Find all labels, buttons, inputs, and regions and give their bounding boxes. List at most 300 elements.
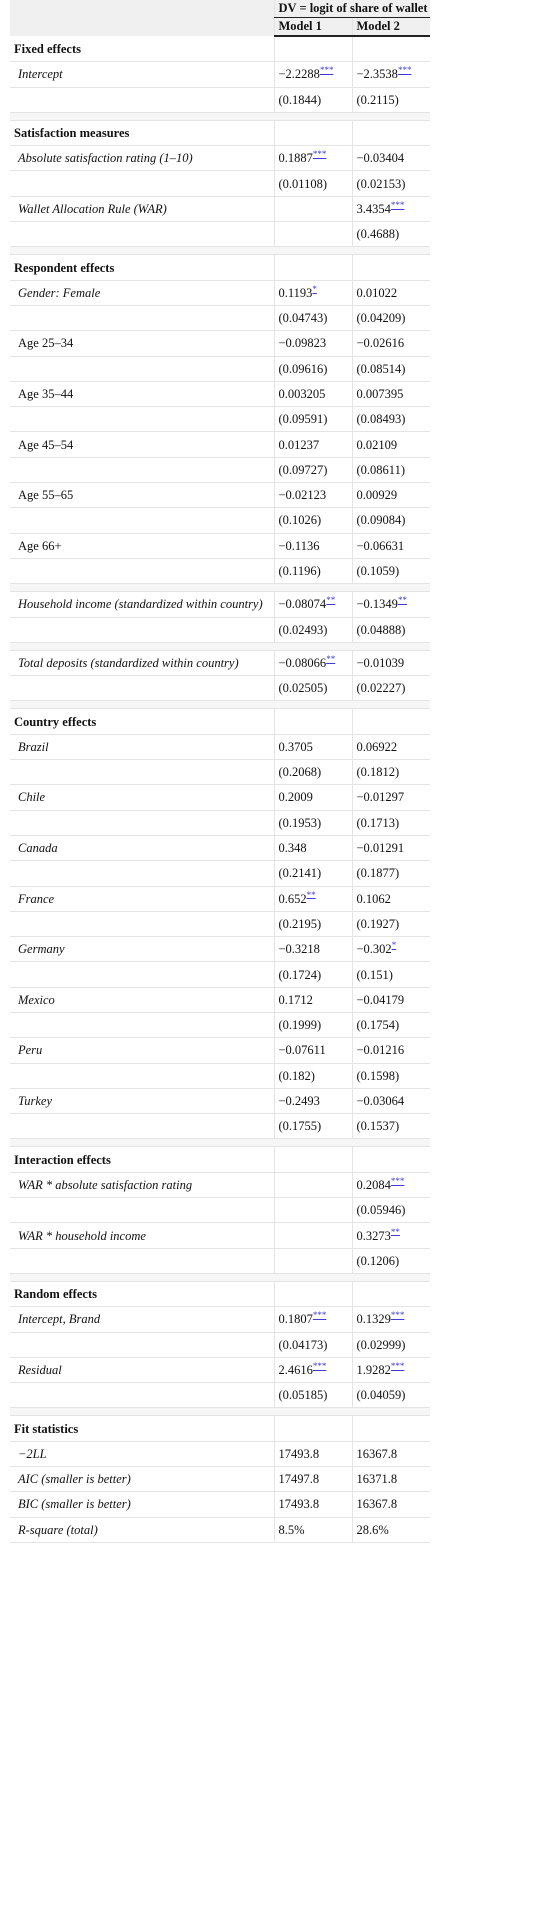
coefficient-value: 2.4616 bbox=[278, 1362, 313, 1377]
coefficient-value: −0.2493 bbox=[278, 1094, 320, 1109]
empty-label-cell bbox=[10, 407, 274, 432]
standard-error-row bbox=[10, 1012, 430, 1037]
significance-marker: ** bbox=[306, 889, 316, 900]
model-1-coefficient bbox=[274, 1357, 352, 1382]
model-1-coefficient bbox=[274, 146, 352, 171]
model-2-coefficient bbox=[352, 1038, 430, 1063]
significance-marker: *** bbox=[390, 1310, 405, 1321]
empty-label-cell bbox=[10, 508, 274, 533]
coefficient-row bbox=[10, 1088, 430, 1113]
coefficient-value: 0.06922 bbox=[356, 739, 398, 754]
model-1-standard-error bbox=[274, 911, 352, 936]
variable-label: Absolute satisfaction rating (1–10) bbox=[10, 146, 274, 171]
model-2-coefficient bbox=[352, 432, 430, 457]
standard-error-value: (0.2195) bbox=[278, 916, 322, 931]
gap-cell bbox=[10, 584, 430, 592]
standard-error-row bbox=[10, 1198, 430, 1223]
empty-label-cell bbox=[10, 222, 274, 247]
standard-error-value: (0.08493) bbox=[356, 412, 406, 427]
model-2-standard-error bbox=[352, 760, 430, 785]
section-gap bbox=[10, 642, 430, 650]
empty-label-cell bbox=[10, 1063, 274, 1088]
variable-label: Intercept, Brand bbox=[10, 1307, 274, 1332]
model-2-standard-error bbox=[352, 457, 430, 482]
significance-marker: *** bbox=[390, 199, 405, 210]
model-2-coefficient bbox=[352, 381, 430, 406]
variable-label: Household income (standardized within country) bbox=[10, 592, 274, 617]
model-1-coefficient bbox=[274, 734, 352, 759]
model-1-standard-error bbox=[274, 407, 352, 432]
empty-label-cell bbox=[10, 457, 274, 482]
fit-statistic-label: −2LL bbox=[10, 1441, 274, 1466]
coefficient-value: 1.9282 bbox=[356, 1362, 391, 1377]
section-header-row bbox=[10, 36, 430, 62]
standard-error-row bbox=[10, 810, 430, 835]
model-2-coefficient bbox=[352, 886, 430, 911]
model-2-standard-error bbox=[352, 87, 430, 112]
fit-statistic-row bbox=[10, 1492, 430, 1517]
coefficient-value: 0.2009 bbox=[278, 790, 313, 805]
model-2-coefficient bbox=[352, 592, 430, 617]
standard-error-value: (0.1724) bbox=[278, 967, 322, 982]
coefficient-value: 0.01022 bbox=[356, 285, 398, 300]
section-header-row bbox=[10, 1416, 430, 1441]
coefficient-value: −0.01291 bbox=[356, 841, 405, 856]
standard-error-value: (0.04209) bbox=[356, 311, 406, 326]
header-empty-cell bbox=[10, 0, 274, 18]
coefficient-value: 0.1193 bbox=[278, 285, 313, 300]
empty-label-cell bbox=[10, 861, 274, 886]
empty-label-cell bbox=[10, 617, 274, 642]
dv-label: DV = logit of share of wallet bbox=[274, 0, 430, 18]
model-2-standard-error bbox=[352, 508, 430, 533]
standard-error-row bbox=[10, 457, 430, 482]
model-2-standard-error bbox=[352, 962, 430, 987]
empty-label-cell bbox=[10, 558, 274, 583]
empty-label-cell bbox=[10, 171, 274, 196]
coefficient-row bbox=[10, 533, 430, 558]
coefficient-value: 0.02109 bbox=[356, 437, 398, 452]
standard-error-value: (0.182) bbox=[278, 1068, 315, 1083]
model-2-standard-error bbox=[352, 1012, 430, 1037]
variable-label: Gender: Female bbox=[10, 280, 274, 305]
coefficient-row bbox=[10, 280, 430, 305]
significance-marker: *** bbox=[319, 65, 334, 76]
standard-error-value: (0.2141) bbox=[278, 866, 322, 881]
coefficient-row bbox=[10, 146, 430, 171]
model-1-standard-error bbox=[274, 1063, 352, 1088]
model-2-standard-error bbox=[352, 1114, 430, 1139]
model-2-coefficient bbox=[352, 1223, 430, 1248]
empty-cell bbox=[274, 255, 352, 280]
empty-label-cell bbox=[10, 1114, 274, 1139]
model-1-standard-error bbox=[274, 356, 352, 381]
gap-cell bbox=[10, 247, 430, 255]
coefficient-row bbox=[10, 886, 430, 911]
table-header-row bbox=[10, 0, 430, 18]
model-1-fit-value: 8.5% bbox=[274, 1517, 352, 1542]
model-1-standard-error bbox=[274, 1198, 352, 1223]
model-2-coefficient bbox=[352, 1088, 430, 1113]
model-2-coefficient bbox=[352, 650, 430, 675]
variable-label: Age 66+ bbox=[10, 533, 274, 558]
coefficient-value: 0.3273 bbox=[356, 1228, 391, 1243]
coefficient-row bbox=[10, 785, 430, 810]
section-gap bbox=[10, 1139, 430, 1147]
standard-error-value: (0.09616) bbox=[278, 361, 328, 376]
empty-cell bbox=[352, 120, 430, 145]
empty-label-cell bbox=[10, 1012, 274, 1037]
significance-marker: ** bbox=[326, 595, 336, 606]
model-2-standard-error bbox=[352, 911, 430, 936]
fit-statistic-row bbox=[10, 1517, 430, 1542]
model-1-standard-error bbox=[274, 810, 352, 835]
empty-cell bbox=[352, 709, 430, 734]
standard-error-value: (0.2115) bbox=[356, 92, 399, 107]
variable-label: Age 55–65 bbox=[10, 483, 274, 508]
coefficient-row bbox=[10, 1038, 430, 1063]
coefficient-value: 0.1807 bbox=[278, 1312, 313, 1327]
variable-label: WAR * absolute satisfaction rating bbox=[10, 1172, 274, 1197]
standard-error-row bbox=[10, 171, 430, 196]
model-1-coefficient bbox=[274, 1172, 352, 1197]
standard-error-value: (0.4688) bbox=[356, 227, 400, 242]
model-2-coefficient bbox=[352, 937, 430, 962]
coefficient-row bbox=[10, 432, 430, 457]
standard-error-value: (0.1196) bbox=[278, 564, 321, 579]
standard-error-value: (0.1754) bbox=[356, 1018, 400, 1033]
standard-error-value: (0.1844) bbox=[278, 92, 322, 107]
section-title: Fixed effects bbox=[10, 36, 274, 62]
standard-error-row bbox=[10, 760, 430, 785]
coefficient-row bbox=[10, 650, 430, 675]
coefficient-value: −2.3538 bbox=[356, 67, 398, 82]
model-1-standard-error bbox=[274, 558, 352, 583]
fit-statistic-row bbox=[10, 1467, 430, 1492]
coefficient-value: −0.06631 bbox=[356, 538, 405, 553]
coefficient-value: −0.08066 bbox=[278, 655, 327, 670]
standard-error-value: (0.1537) bbox=[356, 1119, 400, 1134]
model-1-coefficient bbox=[274, 1223, 352, 1248]
standard-error-value: (0.2068) bbox=[278, 765, 322, 780]
gap-cell bbox=[10, 1408, 430, 1416]
coefficient-row bbox=[10, 1357, 430, 1382]
variable-label: Mexico bbox=[10, 987, 274, 1012]
model-1-standard-error bbox=[274, 1248, 352, 1273]
model-2-standard-error bbox=[352, 1332, 430, 1357]
empty-label-cell bbox=[10, 1248, 274, 1273]
section-title: Fit statistics bbox=[10, 1416, 274, 1441]
model-1-standard-error bbox=[274, 861, 352, 886]
section-gap bbox=[10, 112, 430, 120]
model-2-coefficient bbox=[352, 734, 430, 759]
standard-error-value: (0.09591) bbox=[278, 412, 328, 427]
coefficient-value: 0.1329 bbox=[356, 1312, 391, 1327]
coefficient-value: −0.01297 bbox=[356, 790, 405, 805]
coefficient-row bbox=[10, 62, 430, 87]
significance-marker: * bbox=[391, 940, 397, 951]
standard-error-row bbox=[10, 305, 430, 330]
model-1-fit-value: 17497.8 bbox=[274, 1467, 352, 1492]
empty-label-cell bbox=[10, 1332, 274, 1357]
coefficient-value: −0.01216 bbox=[356, 1043, 405, 1058]
coefficient-value: 0.007395 bbox=[356, 387, 404, 401]
model-1-coefficient bbox=[274, 331, 352, 356]
empty-cell bbox=[274, 709, 352, 734]
standard-error-value: (0.1755) bbox=[278, 1119, 322, 1134]
significance-marker: ** bbox=[390, 1226, 400, 1237]
empty-label-cell bbox=[10, 1198, 274, 1223]
standard-error-value: (0.1598) bbox=[356, 1068, 400, 1083]
model-2-standard-error bbox=[352, 1383, 430, 1408]
gap-cell bbox=[10, 642, 430, 650]
coefficient-row bbox=[10, 1307, 430, 1332]
model-2-standard-error bbox=[352, 810, 430, 835]
model-2-coefficient bbox=[352, 785, 430, 810]
model-1-coefficient bbox=[274, 196, 352, 221]
standard-error-row bbox=[10, 508, 430, 533]
standard-error-row bbox=[10, 617, 430, 642]
coefficient-value: 0.2084 bbox=[356, 1177, 391, 1192]
section-header-row bbox=[10, 120, 430, 145]
model-1-coefficient bbox=[274, 432, 352, 457]
coefficient-value: −0.302 bbox=[356, 942, 392, 957]
coefficient-value: −0.04179 bbox=[356, 992, 405, 1007]
standard-error-row bbox=[10, 87, 430, 112]
coefficient-value: 3.4354 bbox=[356, 201, 391, 216]
empty-cell bbox=[352, 36, 430, 62]
model-1-standard-error bbox=[274, 305, 352, 330]
empty-cell bbox=[352, 1147, 430, 1172]
model-1-standard-error bbox=[274, 760, 352, 785]
model-1-coefficient bbox=[274, 381, 352, 406]
variable-label: Intercept bbox=[10, 62, 274, 87]
significance-marker: *** bbox=[390, 1360, 405, 1371]
model-2-standard-error bbox=[352, 407, 430, 432]
standard-error-value: (0.04173) bbox=[278, 1337, 328, 1352]
model-1-coefficient bbox=[274, 1307, 352, 1332]
model-2-fit-value: 16371.8 bbox=[352, 1467, 430, 1492]
model-1-standard-error bbox=[274, 1332, 352, 1357]
coefficient-value: 0.1062 bbox=[356, 891, 391, 906]
section-gap bbox=[10, 584, 430, 592]
standard-error-value: (0.1713) bbox=[356, 815, 400, 830]
model-2-standard-error bbox=[352, 1198, 430, 1223]
empty-cell bbox=[274, 1147, 352, 1172]
model-2-standard-error bbox=[352, 356, 430, 381]
coefficient-value: −0.01039 bbox=[356, 655, 405, 670]
coefficient-value: 0.652 bbox=[278, 891, 307, 906]
section-title: Respondent effects bbox=[10, 255, 274, 280]
gap-cell bbox=[10, 1273, 430, 1281]
standard-error-value: (0.151) bbox=[356, 967, 393, 982]
coefficient-row bbox=[10, 592, 430, 617]
coefficient-row bbox=[10, 1223, 430, 1248]
variable-label: Germany bbox=[10, 937, 274, 962]
coefficient-row bbox=[10, 331, 430, 356]
model-2-coefficient bbox=[352, 533, 430, 558]
standard-error-value: (0.05946) bbox=[356, 1203, 406, 1218]
standard-error-value: (0.1877) bbox=[356, 866, 400, 881]
standard-error-value: (0.02153) bbox=[356, 176, 406, 191]
coefficient-row bbox=[10, 1172, 430, 1197]
fit-statistic-row bbox=[10, 1441, 430, 1466]
significance-marker: *** bbox=[312, 1310, 327, 1321]
model-1-header: Model 1 bbox=[274, 18, 352, 37]
model-1-standard-error bbox=[274, 508, 352, 533]
empty-label-cell bbox=[10, 1383, 274, 1408]
coefficient-value: −0.08074 bbox=[278, 597, 327, 612]
standard-error-value: (0.08514) bbox=[356, 361, 406, 376]
standard-error-value: (0.1026) bbox=[278, 513, 322, 528]
model-2-fit-value: 16367.8 bbox=[352, 1492, 430, 1517]
regression-table bbox=[10, 0, 430, 1543]
empty-label-cell bbox=[10, 760, 274, 785]
model-1-standard-error bbox=[274, 222, 352, 247]
model-1-coefficient bbox=[274, 886, 352, 911]
empty-label-cell bbox=[10, 356, 274, 381]
coefficient-value: 0.1712 bbox=[278, 992, 313, 1007]
standard-error-value: (0.1999) bbox=[278, 1018, 322, 1033]
variable-label: Chile bbox=[10, 785, 274, 810]
empty-label-cell bbox=[10, 962, 274, 987]
standard-error-row bbox=[10, 861, 430, 886]
model-1-fit-value: 17493.8 bbox=[274, 1492, 352, 1517]
coefficient-row bbox=[10, 483, 430, 508]
variable-label: Peru bbox=[10, 1038, 274, 1063]
model-2-header: Model 2 bbox=[352, 18, 430, 37]
variable-label: WAR * household income bbox=[10, 1223, 274, 1248]
model-1-coefficient bbox=[274, 937, 352, 962]
gap-cell bbox=[10, 112, 430, 120]
empty-label-cell bbox=[10, 676, 274, 701]
model-1-coefficient bbox=[274, 533, 352, 558]
standard-error-row bbox=[10, 356, 430, 381]
significance-marker: *** bbox=[312, 149, 327, 160]
model-1-standard-error bbox=[274, 171, 352, 196]
model-2-standard-error bbox=[352, 617, 430, 642]
section-title: Country effects bbox=[10, 709, 274, 734]
model-1-standard-error bbox=[274, 457, 352, 482]
variable-label: Wallet Allocation Rule (WAR) bbox=[10, 196, 274, 221]
variable-label: Canada bbox=[10, 835, 274, 860]
standard-error-value: (0.1953) bbox=[278, 815, 322, 830]
standard-error-row bbox=[10, 1332, 430, 1357]
empty-cell bbox=[352, 255, 430, 280]
model-1-standard-error bbox=[274, 617, 352, 642]
model-2-standard-error bbox=[352, 222, 430, 247]
model-1-coefficient bbox=[274, 62, 352, 87]
coefficient-value: −0.3218 bbox=[278, 942, 320, 957]
coefficient-value: −0.07611 bbox=[278, 1043, 326, 1058]
gap-cell bbox=[10, 701, 430, 709]
model-2-coefficient bbox=[352, 62, 430, 87]
model-1-coefficient bbox=[274, 1088, 352, 1113]
model-2-fit-value: 28.6% bbox=[352, 1517, 430, 1542]
variable-label: Total deposits (standardized within country) bbox=[10, 650, 274, 675]
coefficient-value: −0.02123 bbox=[278, 488, 327, 503]
variable-label: Residual bbox=[10, 1357, 274, 1382]
model-2-coefficient bbox=[352, 483, 430, 508]
standard-error-row bbox=[10, 1063, 430, 1088]
variable-label: Brazil bbox=[10, 734, 274, 759]
standard-error-value: (0.02227) bbox=[356, 681, 406, 696]
coefficient-value: −0.02616 bbox=[356, 336, 405, 351]
standard-error-row bbox=[10, 962, 430, 987]
empty-label-cell bbox=[10, 87, 274, 112]
standard-error-value: (0.1812) bbox=[356, 765, 400, 780]
model-2-coefficient bbox=[352, 196, 430, 221]
variable-label: France bbox=[10, 886, 274, 911]
model-2-coefficient bbox=[352, 1357, 430, 1382]
significance-marker: * bbox=[312, 283, 317, 294]
coefficient-row bbox=[10, 381, 430, 406]
section-gap bbox=[10, 247, 430, 255]
coefficient-value: 0.00929 bbox=[356, 488, 398, 503]
significance-marker: ** bbox=[397, 595, 407, 606]
model-2-standard-error bbox=[352, 305, 430, 330]
section-header-row bbox=[10, 255, 430, 280]
empty-label-cell bbox=[10, 911, 274, 936]
model-1-standard-error bbox=[274, 962, 352, 987]
coefficient-value: 0.1887 bbox=[278, 151, 313, 166]
coefficient-row bbox=[10, 734, 430, 759]
model-2-standard-error bbox=[352, 1248, 430, 1273]
standard-error-value: (0.1059) bbox=[356, 564, 400, 579]
model-2-fit-value: 16367.8 bbox=[352, 1441, 430, 1466]
model-1-standard-error bbox=[274, 676, 352, 701]
variable-label: Turkey bbox=[10, 1088, 274, 1113]
model-header-row bbox=[10, 18, 430, 37]
standard-error-row bbox=[10, 558, 430, 583]
model-1-coefficient bbox=[274, 650, 352, 675]
section-title: Interaction effects bbox=[10, 1147, 274, 1172]
empty-cell bbox=[274, 1416, 352, 1441]
standard-error-row bbox=[10, 1383, 430, 1408]
empty-label-cell bbox=[10, 305, 274, 330]
model-2-coefficient bbox=[352, 331, 430, 356]
standard-error-value: (0.02999) bbox=[356, 1337, 406, 1352]
model-2-standard-error bbox=[352, 1063, 430, 1088]
section-gap bbox=[10, 1408, 430, 1416]
coefficient-value: −0.1136 bbox=[278, 538, 320, 553]
section-gap bbox=[10, 1273, 430, 1281]
standard-error-row bbox=[10, 911, 430, 936]
variable-label: Age 45–54 bbox=[10, 432, 274, 457]
table-body bbox=[10, 36, 430, 1542]
significance-marker: *** bbox=[390, 1175, 405, 1186]
model-2-standard-error bbox=[352, 861, 430, 886]
header-empty-cell bbox=[10, 18, 274, 37]
coefficient-value: 0.348 bbox=[278, 841, 307, 856]
standard-error-row bbox=[10, 1248, 430, 1273]
empty-cell bbox=[352, 1416, 430, 1441]
variable-label: Age 35–44 bbox=[10, 381, 274, 406]
model-2-coefficient bbox=[352, 146, 430, 171]
model-1-coefficient bbox=[274, 785, 352, 810]
section-title: Satisfaction measures bbox=[10, 120, 274, 145]
standard-error-value: (0.05185) bbox=[278, 1388, 328, 1403]
model-2-coefficient bbox=[352, 280, 430, 305]
standard-error-row bbox=[10, 407, 430, 432]
fit-statistic-label: AIC (smaller is better) bbox=[10, 1467, 274, 1492]
standard-error-value: (0.02493) bbox=[278, 622, 328, 637]
section-title: Random effects bbox=[10, 1281, 274, 1306]
empty-label-cell bbox=[10, 810, 274, 835]
fit-statistic-label: BIC (smaller is better) bbox=[10, 1492, 274, 1517]
standard-error-value: (0.1206) bbox=[356, 1253, 400, 1268]
model-2-coefficient bbox=[352, 1172, 430, 1197]
